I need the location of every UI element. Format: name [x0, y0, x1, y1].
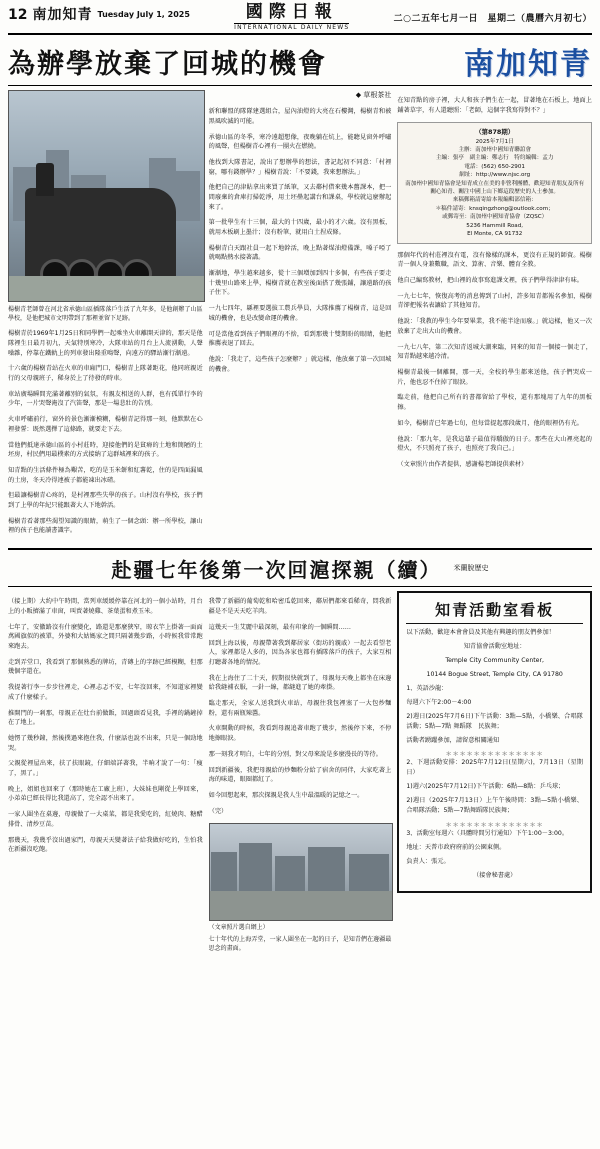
- lead-c2-p5: 楊樹青白天跟社員一起下地幹活，晚上點著煤油燈備課，嗓子啞了就喝點熱水接著講。: [208, 244, 392, 262]
- second-headline-band: [8, 548, 592, 587]
- sec-c2-p7: 回到新疆後，我把母親給的炒麵粉分給了宿舍的同伴，大家吃著上海的味道，眼圈都紅了。: [208, 766, 392, 784]
- org-body-2: 來稿郵箱請寄給本報編輯部信箱：: [452, 197, 537, 204]
- lead-c2-p2: 他找到大隊書記，說出了想辦學的想法，書記起初不同意：「村裡窮，哪有錢辦學？」楊樹青說：「不要錢，我來想辦法。」: [208, 158, 392, 176]
- page-number: 12: [8, 7, 28, 23]
- website[interactable]: 網址：http://www.njsc.org: [459, 172, 531, 179]
- second-column-1: [8, 591, 203, 953]
- lead-byline: ◆ 草根茶社: [355, 91, 392, 100]
- mail-addr-2: El Monte, CA 91732: [467, 230, 523, 237]
- lead-headline-band: [8, 35, 592, 86]
- lead-headline: 為辦學放棄了回城的機會: [8, 48, 327, 80]
- masthead: [8, 4, 592, 35]
- lead-credit: （文章照片由作者提供，感謝楊老師提供素材）: [397, 460, 528, 468]
- editors: 主編：張亭 副主編：鄭志行 特約編輯：孟力: [435, 155, 554, 162]
- lead-c1-p2: 十六歲的楊樹青站在火車的車廂門口，楊樹青上隊著距花，他同班親近行的父母親班子，稀身於上了待發的時車。: [8, 365, 203, 382]
- lead-article: [8, 90, 592, 542]
- second-photo-credit: （文章照片選自網上）: [208, 923, 269, 931]
- masthead-info-box: [397, 122, 592, 245]
- lead-c3-p5: 一九七八年，第二次知青返城大潮來臨，同來的知青一個接一個走了，知青點越來越冷清。: [397, 343, 592, 361]
- section-title: 南加知青: [32, 7, 93, 23]
- second-article: [8, 591, 592, 953]
- lead-c2-p9: 他說：「我走了，這些孩子怎麼辦？」就這樣，他放棄了第一次回城的機會。: [208, 356, 392, 373]
- second-column-2: [209, 591, 392, 953]
- lead-photo: [8, 90, 205, 302]
- paper-title-en: INTERNATIONAL DAILY NEWS: [234, 23, 350, 31]
- board-item-4: 2、下週活動安排：2025年7月12日(星期六)，7月13日（星期日）: [406, 759, 583, 777]
- lead-c3-p7: 臨走前，他把自己所有的書都留給了學校，還有那塊用了九年的黑板擦。: [397, 394, 592, 411]
- lead-photo-caption: 楊樹青老師曾在河北省承德山區插隊落戶生活了九年多，是他創辦了山區學校，是他把城市文明帶到了那裡並留下足跡。: [8, 306, 203, 323]
- mail-addr-1: 5236 Hammill Road,: [466, 222, 524, 229]
- host-org: 主辦：南加州中國知青聯誼會: [458, 147, 532, 154]
- sec-c1-p9: 那幾天，我幾乎沒出過家門，母親天天變著法子給我做好吃的，生怕我在新疆沒吃飽。: [8, 836, 203, 854]
- sec-c1-p3: 我提著行李一步步往裡走，心裡忐忑不安，七年沒回來，不知道家裡變成了什麼樣子。: [8, 684, 203, 701]
- lead-c1-p6: 知青點的生活條件極為艱苦，吃的是玉米餅和紅薯乾，住的是四面漏風的土房，冬天冷得連被子都能凍出冰碴。: [8, 466, 203, 484]
- board-item-10: （接會秘書處）: [473, 871, 517, 879]
- sec-c2-p4: 臨走那天，全家人送我到火車站，母親往我包裡塞了一大包炒麵粉，還有兩瓶辣醬。: [208, 700, 392, 717]
- lead-c1-p8: 楊樹青看著那些渴望知識的眼睛，萌生了一個念頭：辦一所學校，讓山裡的孩子也能讀書識字。: [8, 517, 203, 535]
- sec-c1-p2: 走到弄堂口，我看到了那個熟悉的牌坊，青磚上的字跡已經模糊，但那幾個字還在。: [8, 658, 203, 676]
- sec-c2-p8: 如今回想起來，那次探親是我人生中最溫暖的記憶之一。: [208, 792, 364, 800]
- sec-c2-end: （完）: [208, 807, 228, 815]
- lead-c2-p8: 可是當他看到孩子們眼裡的不捨，看到那幾十雙期盼的眼睛，他把推薦表退了回去。: [208, 330, 392, 348]
- board-item-0: 1、英語沙龍：: [406, 684, 448, 692]
- lead-c3-p0: 在知青點的房子裡，大人和孩子們生在一起，冒著地在石板上，地面上鋪著草字，有人還聽照：「老師，這個字我寫得對不？」: [397, 97, 592, 114]
- sec-c2-p6: 那一刻我才明白，七年的分別，對父母來說是多麼漫長的等待。: [208, 750, 382, 758]
- lead-c3-p1: 那個年代的村莊裡沒有電，沒有像樣的課本，更沒有正規的師資。楊樹青一個人身兼數職，語文、算術、音樂、體育全教。: [397, 251, 592, 269]
- sec-c1-p0: （接上期）大約中午時間，當列車緩緩停靠在河北的一個小站時，月台上的小販擠滿了車窗，叫賣著燒雞、茶葉蛋和煮玉米。: [8, 598, 203, 615]
- lead-c3-p2: 他自己編寫教材，把山裡的故事寫進課文裡，孩子們學得津津有味。: [397, 276, 583, 284]
- submit-email[interactable]: ＊稿件請寄：knsqingzhong@outlook.com；: [435, 205, 554, 212]
- lead-column-2: [209, 90, 392, 542]
- lead-c3-p6: 楊樹青最後一個離開，那一天，全校的學生都來送他，孩子們哭成一片，他也忍不住掉了眼淚。: [397, 368, 592, 386]
- board-item-2: 2)週日(2025年7月6日)下午活動：3點—5點，小橋樂、合唱隊活動；5點—7點 舞蹈隊 民族舞；: [406, 712, 583, 730]
- paper-title-cn: 國際日報: [245, 2, 338, 22]
- second-headline: 赴疆七年後第一次回滬探親（續）: [111, 558, 442, 583]
- sec-c1-p4: 推開門的一剎那，母親正在灶台前做飯，回過頭看見我，手裡的鍋鏟掉在了地上。: [8, 709, 203, 727]
- board-item-5: 1)週六(2025年7月12日)下午活動：6點—8點：乒乓球；: [406, 783, 565, 791]
- board-item-1: 每週六下午2:00－4:00: [406, 698, 472, 706]
- sec-c1-p5: 她愣了幾秒鐘，然後撲過來抱住我，什麼話也說不出來，只是一個勁地哭。: [8, 735, 203, 752]
- sec-c1-p8: 一家人圍坐在桌邊，母親做了一大桌菜，都是我愛吃的，紅燒肉、糖醋排骨、清炒豆苗。: [8, 811, 203, 828]
- board-item-3: 活動者踴躍參加，請留意相關通知: [406, 736, 500, 744]
- bulletin-board-column: [397, 591, 592, 953]
- board-title: 知青活動室看板: [406, 599, 583, 624]
- issue-date: 2025年7月1日: [475, 138, 514, 145]
- second-photo: [209, 823, 394, 921]
- lead-c3-p4: 他說：「我教的學生今年要畢業，我不能半途而廢。」就這樣，他又一次放棄了走出大山的機會。: [397, 318, 592, 335]
- board-venue-label: 知青協會活動室地址：: [463, 643, 526, 651]
- board-item-9: 負責人：張元。: [406, 857, 450, 865]
- lead-c1-p1: 楊樹青於1969年1月25日和同學們一起乘坐火車離開天津的，那天是他隊裡生日最月初九，天氣特別寒冷，大隊車站的月台上人流湧動，人聲噪雜，停靠在鐵軌上的列車發出隆重鳴聲，向遠方的驛站漸行漸遠。: [8, 330, 203, 357]
- lead-c3-p8: 如今，楊樹青已年過七旬，但每當提起那段歲月，他的眼裡仍有光。: [397, 419, 583, 427]
- board-item-7: 3、活動室每週六（具體時間另行通知）下午1:00－3:00。: [406, 830, 569, 838]
- board-intro: 以下活動，歡迎本會會員及其他有興趣的朋友們參加！: [406, 629, 555, 637]
- mail-note: 或郵寄至：南加州中國知青協會（ZQSC）: [442, 214, 548, 221]
- lead-column-3: [397, 90, 592, 542]
- lead-c2-p1: 承德山區的冬季，寒冷遠超想像，夜晚躺在炕上，能聽見窗外呼嘯的風聲，但楊樹青心裡有一團火在燃燒。: [208, 133, 392, 151]
- second-photo-caption: 七十年代的上海弄堂，一家人圍坐在一起的日子，是知青們在邊疆最思念的畫面。: [208, 935, 392, 952]
- lead-c1-p3: 車站廣場瞬間充滿著離別的氣氛，有親友相送的人群，也有孤單行李的少年，一片哭聲淹沒了汽笛聲，那是一場悲壯的告別。: [8, 390, 203, 408]
- org-body-1: 南加州中國知青協會是知青成立在美的非營利團體，歡迎知青朋友及所有關心知青、關注中國上山下鄉這段歷史的人士參加。: [405, 180, 585, 195]
- sec-c1-p1: 七年了，安徽路沒有什麼變化，路還是那麼狹窄，晾衣竿上掛著一面面萬國旗似的被單，外婆和大姑媽家之間只隔著幾步路，小時候我常常跑來跑去。: [8, 623, 203, 650]
- lead-c2-p3: 他把自己的津貼拿出來買了紙筆，又去鄰村借來幾本舊課本，把一間廢棄的倉庫打掃乾淨，用土坯壘起講台和課桌，學校就這麼辦起來了。: [208, 184, 392, 211]
- lead-c3-p9: 他說：「那九年，是我這輩子最值得驕傲的日子。那些在大山裡亮起的燈火，不只照亮了孩子，也照亮了我自己。」: [397, 435, 592, 453]
- lead-c1-p4: 火車呼嘯前行，窗外的景色漸漸模糊，楊樹青記得那一刻，他默默在心裡發誓：既然選擇了這條路，就要走下去。: [8, 416, 203, 433]
- sec-c2-p5: 火車開動的時候，我看到母親追著車跑了幾步，然後停下來，不停地擦眼淚。: [208, 725, 392, 743]
- lead-c3-p3: 一九七七年，恢復高考的消息傳到了山村，許多知青都報名參加，楊樹青卻把報名表讓給了其他知青。: [397, 292, 592, 310]
- board-venue-address: 10144 Bogue Street, Temple City, CA 91780: [426, 670, 563, 678]
- masthead-left: [8, 4, 190, 24]
- lead-column-1: [8, 90, 203, 542]
- lead-c2-p6: 漸漸地，學生越來越多，從十三個增加到四十多個，有些孩子要走十幾里山路來上學，楊樹青就在教室後面搭了幾張鋪，讓遠路的孩子住下。: [208, 270, 392, 297]
- paper-title: [234, 4, 349, 31]
- sec-c1-p7: 晚上，姐姐也回來了（那時她在工廠上班），大妹妹也剛從上學回來，小弟弟已經長得比我還高了，完全認不出來了。: [8, 785, 203, 803]
- contact-phone: 電話：(562) 650-2901: [464, 163, 525, 170]
- board-venue: Temple City Community Center,: [445, 657, 544, 665]
- date-chinese: 二○二五年七月一日 星期二（農曆六月初七）: [393, 14, 592, 25]
- sec-c2-p0: 我帶了新疆的葡萄乾和哈密瓜乾回來，鄰居們都來看稀奇，問我新疆是不是天天吃羊肉。: [208, 598, 392, 615]
- issue-number: （第878期）: [475, 127, 515, 136]
- brand-logo: 南加知青: [464, 47, 592, 83]
- bulletin-board: [397, 591, 592, 893]
- sec-c1-p6: 父親從裡屋出來，扶了扶眼鏡，仔細端詳著我，半晌才說了一句：「瘦了，黑了。」: [8, 760, 203, 778]
- date-english: Tuesday July 1, 2025: [97, 9, 190, 19]
- lead-c2-p4: 第一批學生有十三個，最大的十四歲，最小的才六歲。沒有黑板，就用木板刷上墨汁；沒有粉筆，就用白土捏成條。: [208, 219, 392, 237]
- lead-c2-p7: 一九七四年，縣裡要選拔工農兵學員，大隊推薦了楊樹青，這是回城的機會，也是改變命運的機會。: [208, 305, 392, 322]
- sec-c2-p3: 我在上海住了二十天，假期很快就到了，母親每天晚上都坐在床邊給我縫補衣服，一針一線，都縫進了她的牽掛。: [208, 674, 392, 692]
- board-divider-1: ＊＊＊＊＊＊＊＊＊＊＊＊＊＊: [445, 751, 544, 759]
- second-byline: 米蘭脫歷史: [453, 563, 489, 572]
- lead-c1-p7: 但最讓楊樹青心疼的，是村裡那些失學的孩子。山村沒有學校，孩子們到了上學的年紀只能跟著大人下地幹活。: [8, 492, 203, 509]
- lead-c2-p0: 新和聯盟的隊隊建選組合，屋內油燈的大亮在石樓灣，楊樹青和被黑風吹滅的可能。: [208, 108, 392, 125]
- board-item-8: 地址：天普市政府府前的公園東側。: [406, 844, 506, 852]
- lead-c1-p5: 當他們抵達承德山區的小村莊時，迎接他們的是貧瘠的土地和簡陋的土坯房，村民們用最樸素的方式接納了這群城裡來的孩子。: [8, 441, 203, 459]
- sec-c2-p2: 回到上海以後，母親帶著我到鄰居家（街坊的親戚）一起去看望老人，家裡都是人多的，因為各家也都有插隊落戶的孩子，大家互相打聽著各地的情況。: [208, 639, 392, 666]
- board-item-6: 2)週日（2025年7月13日）上午午後時間：3點—5點小橋樂、合唱隊活動；5點—7點舞蹈隊民族舞；: [406, 797, 583, 815]
- board-divider-2: ＊＊＊＊＊＊＊＊＊＊＊＊＊＊: [445, 822, 544, 830]
- sec-c2-p1: 這幾天一生艾麗中最深刻，最有印象的一個瞬間……: [208, 623, 351, 631]
